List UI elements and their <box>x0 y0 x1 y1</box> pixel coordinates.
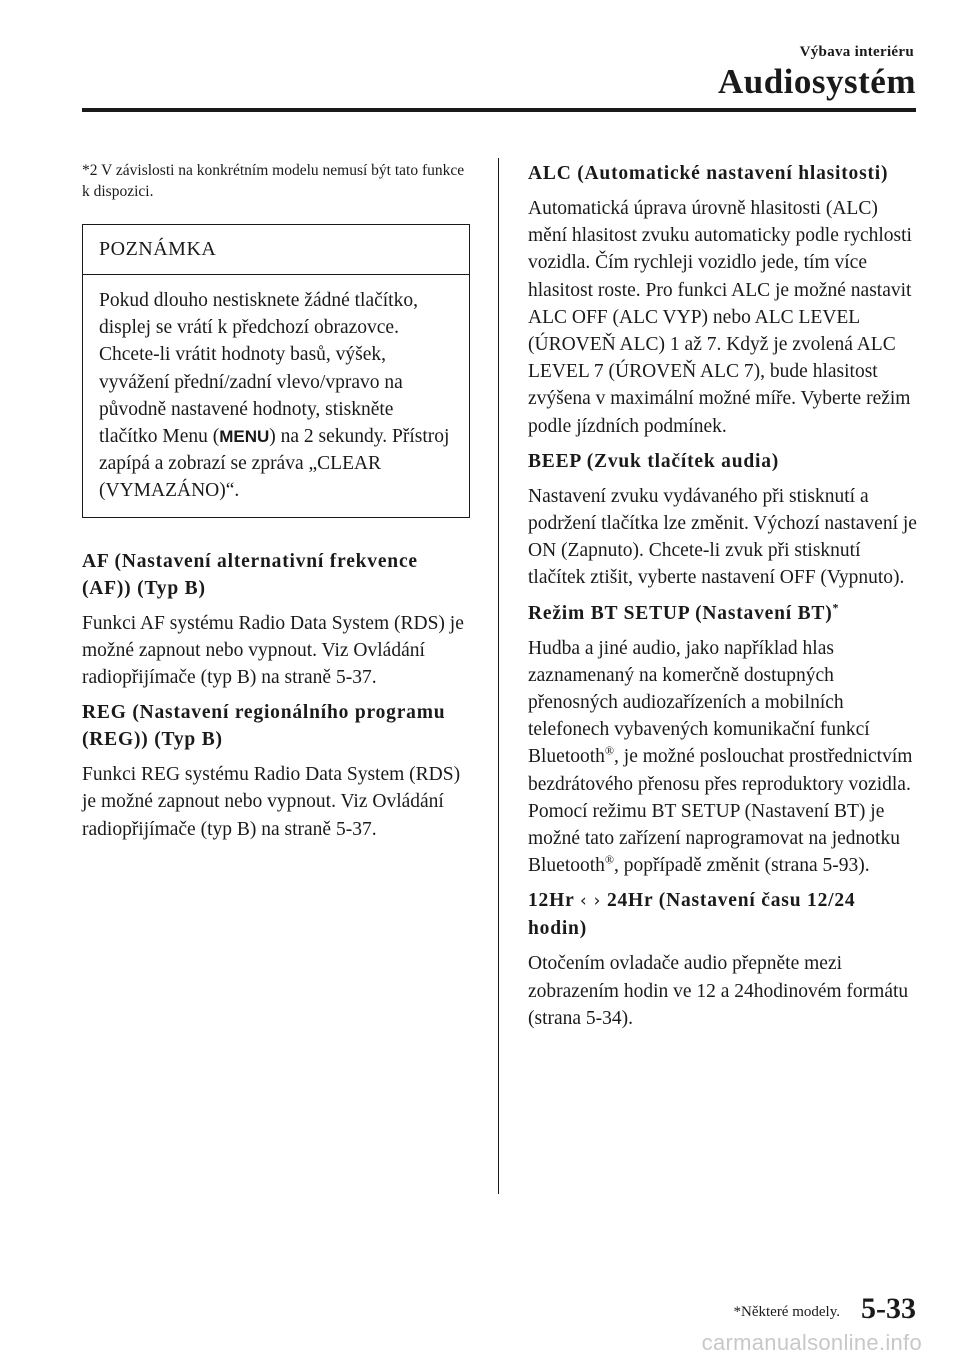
bt-text-part-3: , popřípadě změnit (strana 5-93). <box>614 855 870 877</box>
bt-setup-heading <box>528 600 918 627</box>
note-text-end: ) na 2 sekundy. Přístroj zapípá a zobrazí se zpráva „CLEAR (VYMAZÁNO)“. <box>99 426 450 502</box>
beep-text: Nastavení zvuku vydávaného při stisknutí a podržení tlačítka lze změnit. Výchozí nastavení je ON (Zapnuto). Chcete-li zvuk při stisknutí tlačítek ztišit, vyberte nastavení OFF (Vypnuto). <box>528 485 917 589</box>
alc-text: Automatická úprava úrovně hlasitosti (ALC) mění hlasitost zvuku automaticky podle rychlosti vozidla. Čím rychleji vozidlo jede, tím více hlasitost roste. Pro funkci ALC je možné nastavit ALC OFF (ALC VYP) nebo ALC LEVEL (ÚROVEŇ ALC) 1 až 7. Když je zvolená ALC LEVEL 7 (ÚROVEŇ ALC 7), bude hlasitost zvýšena v maximální možné míře. Vyberte režim podle jízdních podmínek. <box>528 198 912 437</box>
reg-heading: REG (Nastavení regionálního programu (REG)) (Typ B) <box>82 702 446 751</box>
column-divider <box>498 158 499 1194</box>
note-text <box>83 275 469 517</box>
note-title: POZNÁMKA <box>99 238 217 260</box>
clock-heading <box>528 887 918 942</box>
left-column <box>82 160 470 851</box>
bt-setup-heading-text: Režim BT SETUP (Nastavení BT) <box>528 602 833 624</box>
reg-text: Funkci REG systému Radio Data System (RDS) je možné zapnout nebo vypnout. Viz Ovládání radiopřijímače (typ B) na straně 5-37. <box>82 764 461 840</box>
alc-heading: ALC (Automatické nastavení hlasitosti) <box>528 163 889 184</box>
menu-key-label: MENU <box>219 427 270 447</box>
bt-text-part-1: Hudba a jiné audio, jako například hlas zaznamenaný na komerčně dostupných přenosných audiozařízeních a mobilních telefonech vybavených komunikační funkcí Bluetooth <box>528 637 870 768</box>
note-text-start: Pokud dlouho nestisknete žádné tlačítko, displej se vrátí k předchozí obrazovce. Chcete-li vrátit hodnoty basů, výšek, vyvážení přední/zadní vlevo/vpravo na původně nastavené hodnoty, stiskněte tlačítko Menu ( <box>99 290 418 448</box>
footnote: *2 V závislosti na konkrétním modelu nemusí být tato funkce k dispozici. <box>82 162 465 200</box>
bt-setup-text <box>528 635 918 880</box>
left-right-arrows-icon: ‹ › <box>579 891 602 912</box>
some-models-mark: * <box>832 600 840 615</box>
clock-heading-24hr: 24Hr (Nastavení času 12/24 hodin) <box>528 890 856 940</box>
clock-heading-12hr: 12Hr <box>528 890 575 912</box>
note-box <box>82 224 470 518</box>
footer-note: *Některé modely. <box>733 1304 840 1320</box>
page-title: Audiosystém <box>717 62 916 101</box>
af-heading: AF (Nastavení alternativní frekvence (AF)) (Typ B) <box>82 550 418 599</box>
beep-heading: BEEP (Zvuk tlačítek audia) <box>528 450 780 472</box>
clock-text: Otočením ovladače audio přepněte mezi zobrazením hodin ve 12 a 24hodinovém formátu (strana 5-34). <box>528 953 909 1029</box>
bt-text-part-2: , je možné poslouchat prostřednictvím bezdrátového přenosu přes reproduktory vozidla. Pomocí režimu BT SETUP (Nastavení BT) je možné tato zařízení naprogramovat na jednotku Bluetooth <box>528 746 913 877</box>
header-rule <box>82 108 916 112</box>
right-column <box>528 160 918 1040</box>
registered-mark-2: ® <box>604 852 615 867</box>
page-number: 5-33 <box>861 1292 916 1325</box>
watermark: carmanualsonline.info <box>701 1330 922 1355</box>
af-text: Funkci AF systému Radio Data System (RDS) je možné zapnout nebo vypnout. Viz Ovládání radiopřijímače (typ B) na straně 5-37. <box>82 612 464 689</box>
section-header: Výbava interiéru <box>799 44 914 60</box>
registered-mark: ® <box>604 743 615 758</box>
